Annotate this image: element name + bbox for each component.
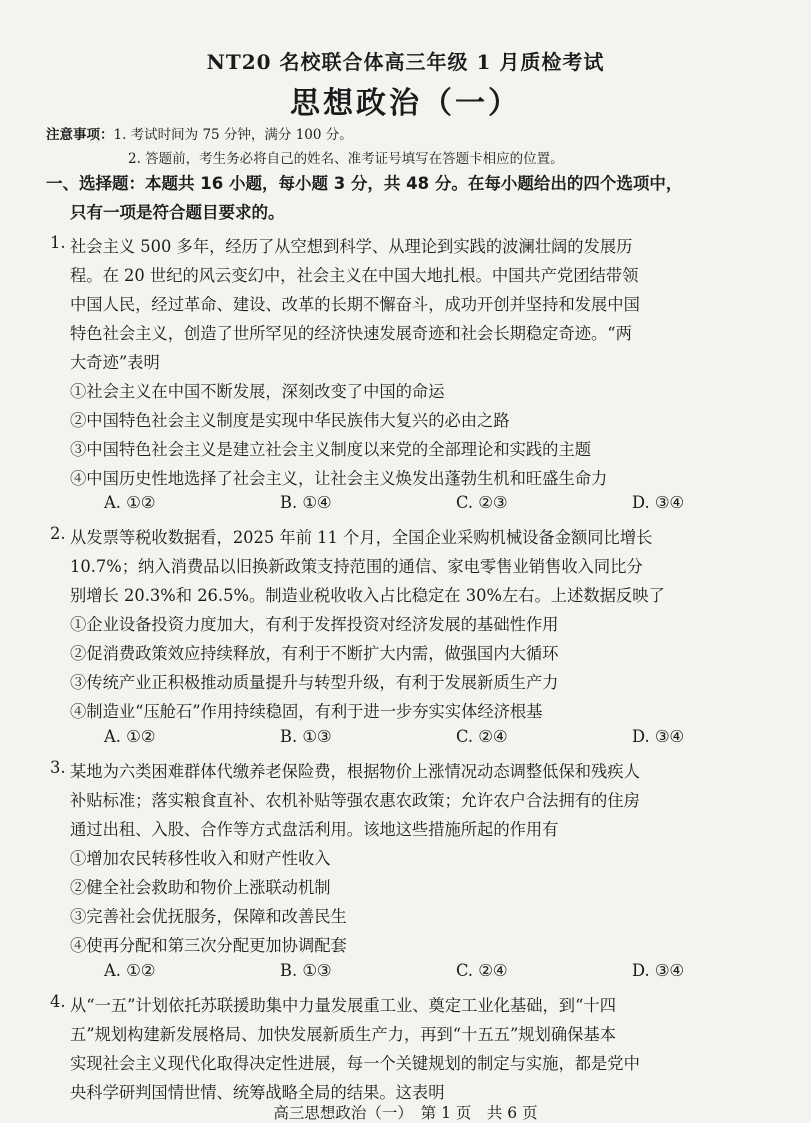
question-3-line-2: 补贴标准；落实粮食直补、农机补贴等强农惠农政策；允许农户合法拥有的住房: [70, 791, 640, 810]
question-1-answer-c: C. ②③: [456, 493, 508, 512]
exam-title: NT20 名校联合体高三年级 1 月质检考试: [206, 50, 605, 74]
question-1-line-3: 中国人民，经过革命、建设、改革的长期不懈奋斗，成功开创并坚持和发展中国: [70, 295, 640, 314]
question-2-answer-c: C. ②④: [456, 727, 508, 746]
question-1-option-3: ③中国特色社会主义是建立社会主义制度以来党的全部理论和实践的主题: [70, 440, 592, 459]
question-3-answer-a: A. ①②: [104, 961, 156, 980]
question-3-option-3: ③完善社会优抚服务，保障和改善民生: [70, 907, 347, 926]
question-4-line-4: 央科学研判国情世情、统筹战略全局的结果。这表明: [70, 1083, 445, 1102]
question-1-answer-a: A. ①②: [104, 493, 156, 512]
question-3-answer-d: D. ③④: [632, 961, 685, 980]
question-4-line-2: 五”规划构建新发展格局、加快发展新质生产力，再到“十五五”规划确保基本: [70, 1025, 616, 1044]
question-3-answer-c: C. ②④: [456, 961, 508, 980]
question-1-number: 1.: [50, 233, 66, 252]
question-1-line-2: 程。在 20 世纪的风云变幻中，社会主义在中国大地扎根。中国共产党团结带领: [70, 266, 639, 285]
question-2-line-2: 10.7%；纳入消费品以旧换新政策支持范围的通信、家电零售业销售收入同比分: [70, 557, 643, 576]
question-3-option-4: ④使再分配和第三次分配更加协调配套: [70, 936, 347, 955]
subject-title: 思想政治（一）: [290, 86, 521, 121]
question-4-line-1: 从“一五”计划依托苏联援助集中力量发展重工业、奠定工业化基础，到“十四: [70, 996, 616, 1015]
question-3-line-3: 通过出租、入股、合作等方式盘活利用。该地这些措施所起的作用有: [70, 820, 559, 839]
notice-line-1: [46, 123, 353, 143]
question-1-line-1: 社会主义 500 多年，经历了从空想到科学、从理论到实践的波澜壮阔的发展历: [70, 237, 633, 256]
notice-label: 注意事项：: [46, 127, 114, 143]
notice-item-2: 2. 答题前，考生务必将自己的姓名、准考证号填写在答题卡相应的位置。: [128, 151, 564, 167]
question-1-line-4: 特色社会主义，创造了世所罕见的经济快速发展奇迹和社会长期稳定奇迹。“两: [70, 324, 632, 343]
question-3-option-1: ①增加农民转移性收入和财产性收入: [70, 849, 331, 868]
question-2-answer-a: A. ①②: [104, 727, 156, 746]
question-1-option-4: ④中国历史性地选择了社会主义，让社会主义焕发出蓬勃生机和旺盛生命力: [70, 469, 608, 488]
question-1-line-5: 大奇迹”表明: [70, 353, 160, 372]
notice-item-1: 1. 考试时间为 75 分钟，满分 100 分。: [113, 127, 353, 143]
question-3-option-2: ②健全社会救助和物价上涨联动机制: [70, 878, 331, 897]
question-2-answer-d: D. ③④: [632, 727, 685, 746]
question-3-number: 3.: [50, 758, 66, 777]
question-2-option-4: ④制造业“压舱石”作用持续稳固，有利于进一步夯实实体经济根基: [70, 702, 543, 721]
question-2-answer-b: B. ①③: [280, 727, 332, 746]
section-heading-line-1: 一、选择题：本题共 16 小题，每小题 3 分，共 48 分。在每小题给出的四个选项中，: [46, 174, 683, 193]
question-1-answer-b: B. ①④: [280, 493, 332, 512]
question-2-option-2: ②促消费政策效应持续释放，有利于不断扩大内需，做强国内大循环: [70, 644, 559, 663]
question-2-line-3: 别增长 20.3%和 26.5%。制造业税收收入占比稳定在 30%左右。上述数据反映了: [70, 586, 665, 605]
question-1-option-2: ②中国特色社会主义制度是实现中华民族伟大复兴的必由之路: [70, 411, 510, 430]
question-2-option-3: ③传统产业正积极推动质量提升与转型升级，有利于发展新质生产力: [70, 673, 559, 692]
question-4-line-3: 实现社会主义现代化取得决定性进展，每一个关键规划的制定与实施，都是党中: [70, 1054, 640, 1073]
question-2-line-1: 从发票等税收数据看，2025 年前 11 个月，全国企业采购机械设备金额同比增长: [70, 528, 653, 547]
question-4-number: 4.: [50, 992, 66, 1011]
question-2-option-1: ①企业设备投资力度加大，有利于发挥投资对经济发展的基础性作用: [70, 615, 559, 634]
question-1-option-1: ①社会主义在中国不断发展，深刻改变了中国的命运: [70, 382, 445, 401]
question-3-answer-b: B. ①③: [280, 961, 332, 980]
page-footer: 高三思想政治（一） 第 1 页 共 6 页: [273, 1104, 538, 1122]
section-heading-line-2: 只有一项是符合题目要求的。: [70, 203, 285, 222]
question-2-number: 2.: [50, 524, 66, 543]
question-3-line-1: 某地为六类困难群体代缴养老保险费，根据物价上涨情况动态调整低保和残疾人: [70, 762, 640, 781]
question-1-answer-d: D. ③④: [632, 493, 685, 512]
